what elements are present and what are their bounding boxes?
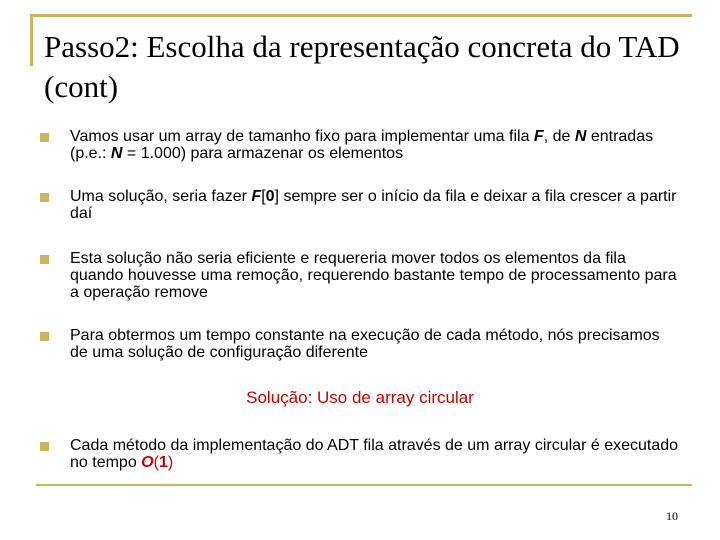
bottom-rule	[36, 484, 692, 486]
title-top-rule	[30, 14, 692, 17]
bullet-text-5: Cada método da implementação do ADT fila através de um array circular é executado no tempo O(1)	[70, 437, 679, 471]
slide-title: Passo2: Escolha da representação concreta do TAD (cont)	[44, 29, 680, 104]
title-left-rule	[30, 14, 33, 66]
page-number: 10	[666, 509, 678, 523]
bullet-text-3: Esta solução não seria eficiente e requereria mover todos os elementos da fila quando houvesse uma remoção, requerendo bastante tempo de processamento para a operação remove	[70, 250, 677, 301]
square-bullet-icon	[40, 255, 49, 264]
solution-label: Solução: Uso de array circular	[246, 388, 474, 407]
square-bullet-icon	[40, 193, 49, 202]
square-bullet-icon	[40, 442, 49, 451]
bullet-text-4: Para obtermos um tempo constante na execução de cada método, nós precisamos de uma solução de configuração diferente	[70, 327, 660, 361]
bullet-text-2: Uma solução, seria fazer F[0] sempre ser o início da fila e deixar a fila crescer a partir daí	[70, 188, 677, 222]
bullet-text-1: Vamos usar um array de tamanho fixo para implementar uma fila F, de N entradas (p.e.: N = 1.000) para armazenar os elementos	[70, 128, 654, 162]
square-bullet-icon	[40, 133, 49, 142]
square-bullet-icon	[40, 332, 49, 341]
